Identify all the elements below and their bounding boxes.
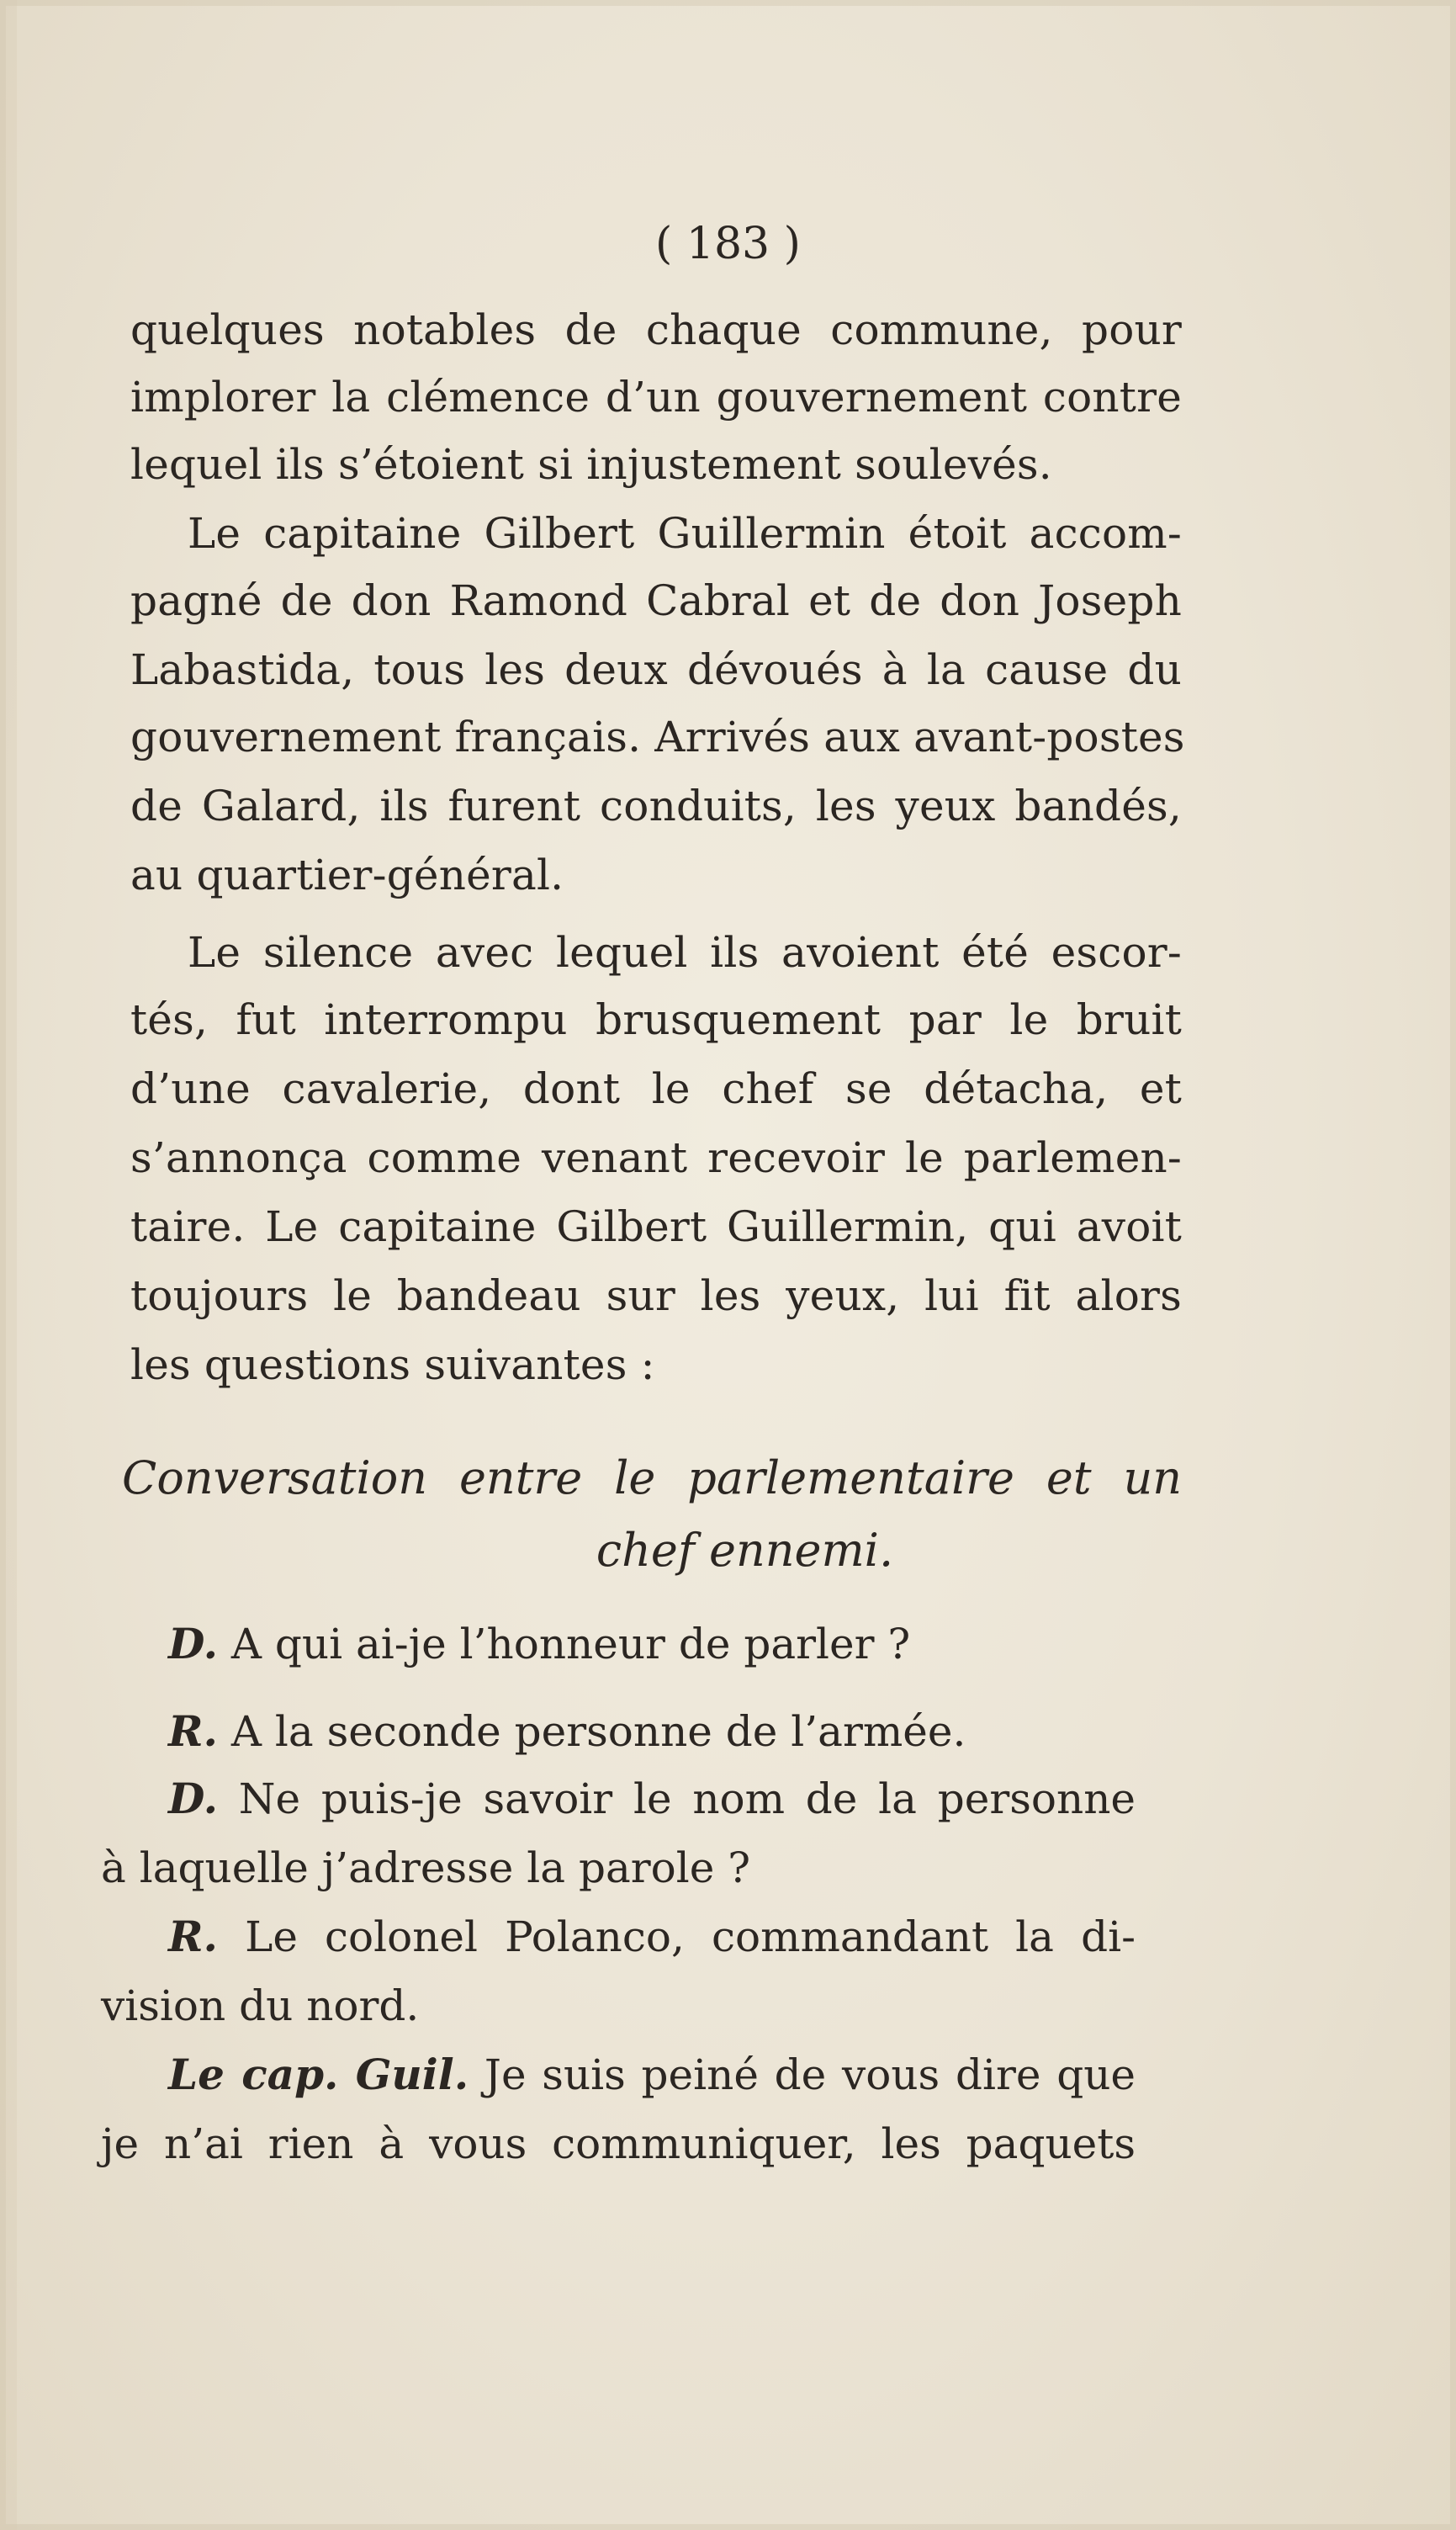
dialogue-captain-1	[168, 2041, 1136, 2108]
dialogue-text: Ne puis-je savoir le nom de la personne	[238, 1774, 1136, 1823]
dialogue-answer-1	[168, 1698, 1009, 1765]
page-number: ( 183 )	[655, 219, 801, 269]
dialogue-answer-2	[168, 1903, 1136, 1970]
text-line: de Galard, ils furent conduits, les yeux bandés,	[130, 782, 1182, 830]
text-line: d’une cavalerie, dont le chef se détacha, et	[130, 1064, 1182, 1113]
dialogue-text: A qui ai-je l’honneur de parler ?	[230, 1620, 911, 1668]
speaker-label: D.	[168, 1774, 218, 1823]
text-line: taire. Le capitaine Gilbert Guillermin, qui avoit	[130, 1202, 1182, 1251]
text-line: implorer la clémence d’un gouvernement contre	[130, 373, 1182, 422]
text-line: lequel ils s’étoient si injustement soulevés.	[130, 440, 1052, 489]
speaker-label: Le cap. Guil.	[168, 2050, 469, 2099]
section-heading-line-2: chef ennemi.	[596, 1524, 894, 1577]
dialogue-answer-2-cont: vision du nord.	[101, 1981, 420, 2030]
text-line: au quartier-général.	[130, 851, 564, 899]
dialogue-text: Je suis peiné de vous dire que	[484, 2050, 1136, 2099]
text-line: tés, fut interrompu brusquement par le bruit	[130, 995, 1182, 1044]
text-line: quelques notables de chaque commune, pour	[130, 305, 1182, 354]
section-heading-line-1: Conversation entre le parlementaire et un	[122, 1451, 1182, 1504]
text-line: les questions suivantes :	[130, 1340, 655, 1389]
dialogue-question-1	[168, 1610, 1009, 1678]
speaker-label: R.	[168, 1912, 218, 1961]
dialogue-question-2-cont: à laquelle j’adresse la parole ?	[101, 1843, 751, 1892]
text-line: toujours le bandeau sur les yeux, lui fit alors	[130, 1271, 1182, 1320]
text-line: gouvernement français. Arrivés aux avant-postes	[130, 713, 1185, 761]
text-line: Le capitaine Gilbert Guillermin étoit accom-	[188, 509, 1182, 558]
dialogue-text: A la seconde personne de l’armée.	[230, 1707, 966, 1756]
text-line: pagné de don Ramond Cabral et de don Joseph	[130, 576, 1182, 625]
speaker-label: D.	[168, 1619, 218, 1668]
dialogue-text: Le colonel Polanco, commandant la di-	[245, 1912, 1136, 1961]
text-line: Labastida, tous les deux dévoués à la cause du	[130, 645, 1182, 694]
speaker-label: R.	[168, 1706, 218, 1756]
text-line: s’annonça comme venant recevoir le parlemen-	[130, 1133, 1182, 1182]
dialogue-captain-1-cont: je n’ai rien à vous communiquer, les paquets	[101, 2119, 1136, 2168]
dialogue-question-2	[168, 1765, 1136, 1833]
text-line: Le silence avec lequel ils avoient été escor-	[188, 928, 1182, 977]
